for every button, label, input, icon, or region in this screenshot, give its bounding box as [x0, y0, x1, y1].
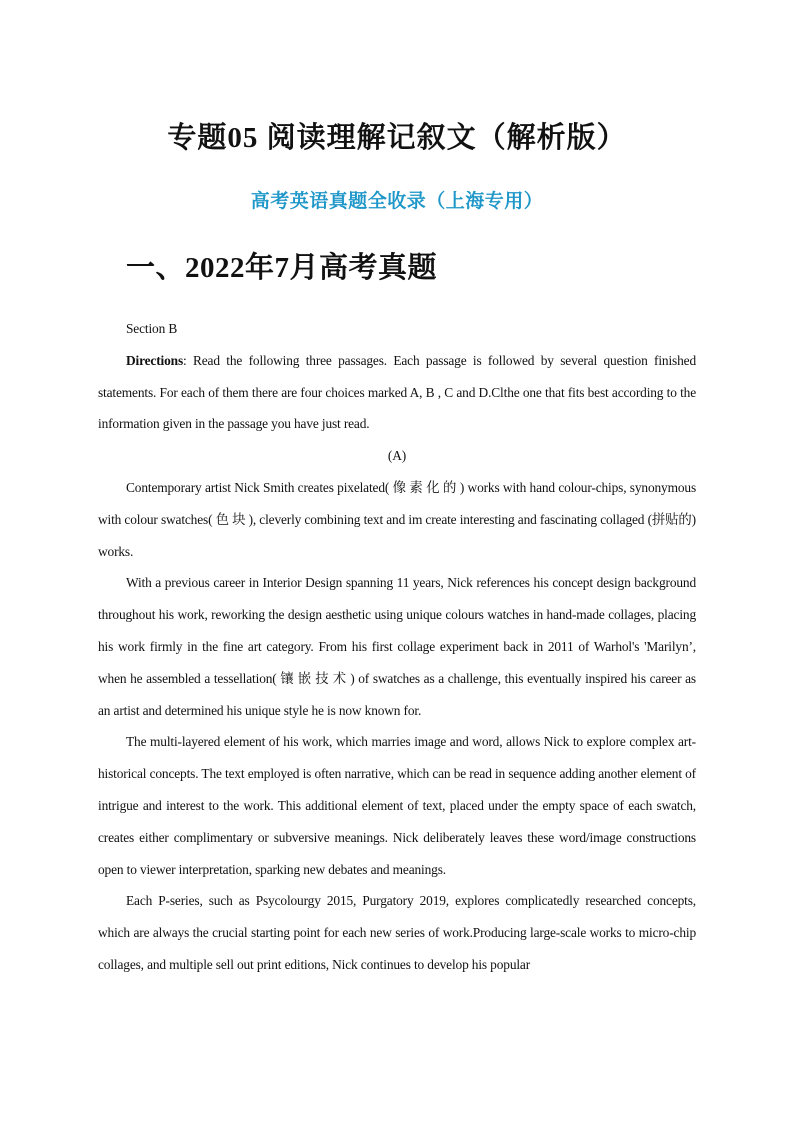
paragraph: The multi-layered element of his work, which marries image and word, allows Nick to explore complex art-historical concepts. The text employed is often narrative, which can be read in sequence adding another element of intrigue and interest to the work. This additional element of text, placed under the empty space of each swatch, creates either complimentary or subversive meanings. Nick deliberately leaves these word/image constructions open to viewer interpretation, sparking new debates and meanings.	[98, 734, 696, 877]
section-heading: 一、2022年7月高考真题	[126, 252, 438, 284]
directions-lead: Directions	[126, 352, 184, 368]
document-body	[98, 313, 696, 981]
passage-label: (A)	[387, 448, 407, 464]
document-title: 专题05 阅读理解记叙文（解析版）	[167, 122, 627, 154]
document-subtitle: 高考英语真题全收录（上海专用）	[250, 191, 544, 212]
directions-paragraph	[98, 345, 696, 440]
paragraph: Each P-series, such as Psycolourgy 2015, Purgatory 2019, explores complicatedly researched concepts, which are always the crucial starting point for each new series of work.Producing large-scale works to micro-chip collages, and multiple sell out print editions, Nick continues to develop his popular	[98, 893, 696, 972]
paragraph: Contemporary artist Nick Smith creates pixelated( 像 素 化 的 ) works with hand colour-chips, synonymous with colour swatches( 色 块 ), cleverly combining text and im create interesting and fascinating collaged (拼贴的) works.	[98, 479, 696, 559]
paragraph: With a previous career in Interior Design spanning 11 years, Nick references his concept design background throughout his work, reworking the design aesthetic using unique colours watches in hand-made collages, placing his work firmly in the fine art category. From his first collage experiment back in 2011 of Warhol's 'Marilyn’, when he assembled a tessellation( 镶 嵌 技 术 ) of swatches as a challenge, this eventually inspired his career as an artist and determined his unique style he is now known for.	[98, 575, 696, 718]
section-label: Section B	[126, 321, 178, 336]
directions-text: : Read the following three passages. Each passage is followed by several question finished statements. For each of them there are four choices marked A, B , C and D.Clthe one that fits best according to the information given in the passage you have just read.	[98, 352, 696, 432]
